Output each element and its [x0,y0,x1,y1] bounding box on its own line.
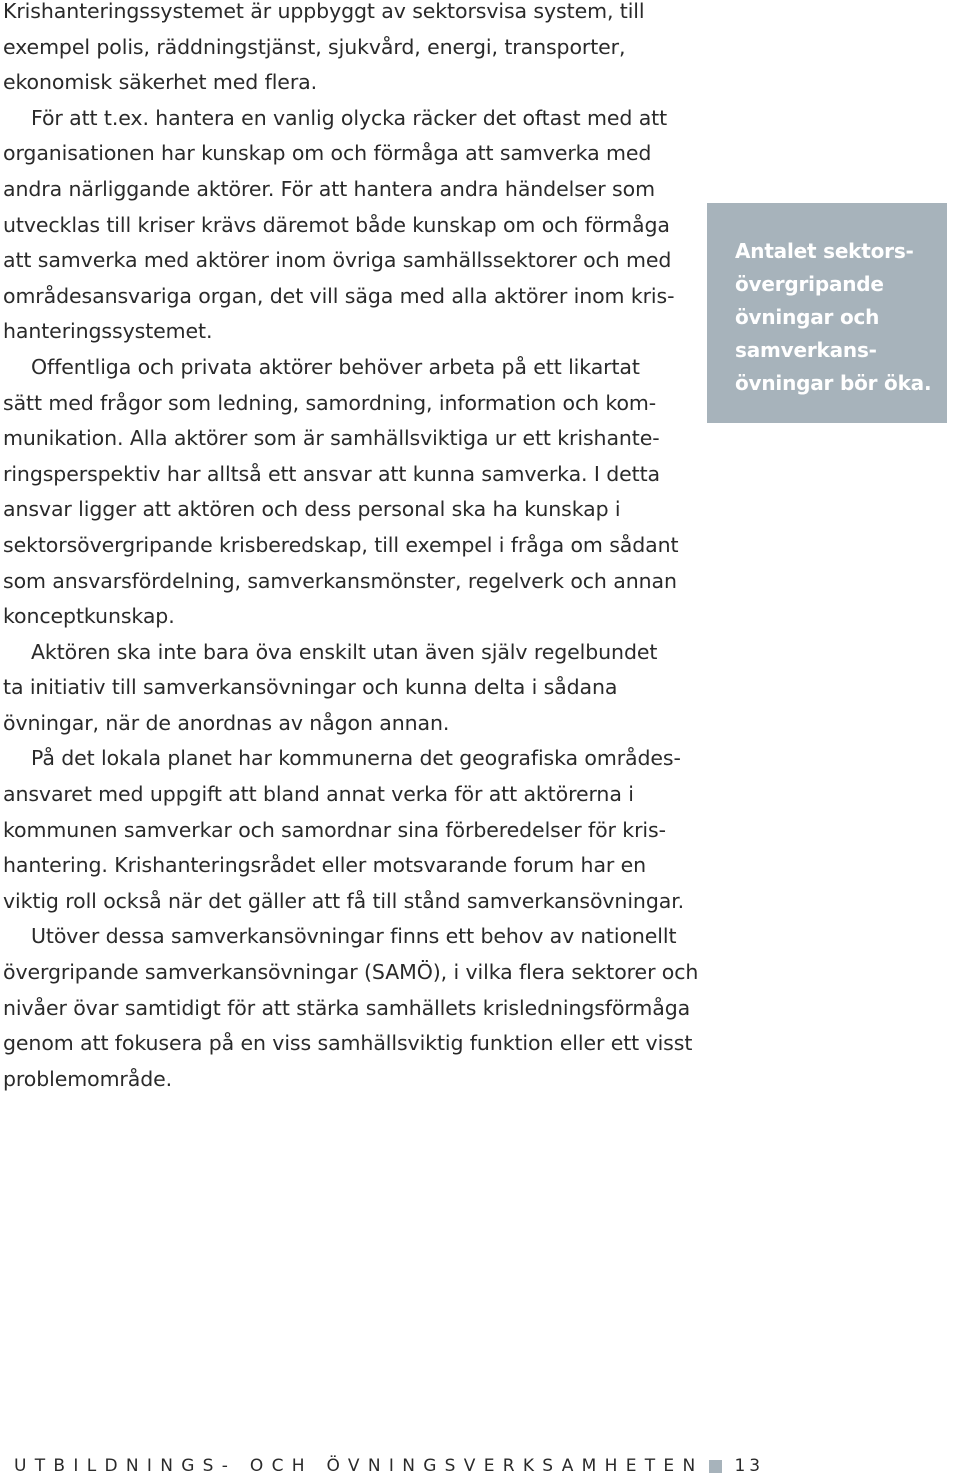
footer-section-title: UTBILDNINGS- OCH ÖVNINGSVERKSAMHETEN [14,1456,704,1476]
body-line: Offentliga och privata aktörer behöver arbeta på ett likartat [31,354,640,379]
square-bullet-icon [709,1460,722,1473]
pull-quote-line: Antalet sektors- [735,239,914,263]
body-line: organisationen har kunskap om och förmåga att samverka med [3,141,652,166]
body-line: konceptkunskap. [3,604,175,629]
page-footer [14,1453,764,1479]
body-line: Aktören ska inte bara öva enskilt utan även själv regelbundet [31,639,658,664]
body-line: hanteringssystemet. [3,319,213,344]
body-line: För att t.ex. hantera en vanlig olycka räcker det oftast med att [31,105,668,130]
body-line: övningar, när de anordnas av någon annan. [3,710,450,735]
body-line: Krishanteringssystemet är uppbyggt av sektorsvisa system, till [3,0,645,23]
body-line: sektorsövergripande krisberedskap, till exempel i fråga om sådant [3,532,679,557]
pull-quote-line: övergripande [735,272,884,296]
body-line: ekonomisk säkerhet med flera. [3,70,318,95]
body-line: andra närliggande aktörer. För att hantera andra händelser som [3,176,655,201]
body-line: problemområde. [3,1066,173,1091]
body-line: att samverka med aktörer inom övriga samhällssektorer och med [3,248,672,273]
body-line: exempel polis, räddningstjänst, sjukvård, energi, transporter, [3,34,626,59]
body-line: munikation. Alla aktörer som är samhällsviktiga ur ett krishante- [3,426,660,451]
body-line: utvecklas till kriser krävs däremot både kunskap om och förmåga [3,212,670,237]
pull-quote-line: samverkans- [735,338,877,362]
body-line: områdesansvariga organ, det vill säga med alla aktörer inom kris- [3,283,675,308]
body-line: sätt med frågor som ledning, samordning, information och kom- [3,390,657,415]
pull-quote-box [707,203,947,423]
body-line: hantering. Krishanteringsrådet eller motsvarande forum har en [3,853,647,878]
body-text [3,0,703,1097]
body-line: genom att fokusera på en viss samhällsviktig funktion eller ett visst [3,1031,693,1056]
body-line: ringsperspektiv har alltså ett ansvar att kunna samverka. I detta [3,461,661,486]
body-line: nivåer övar samtidigt för att stärka samhällets krisledningsförmåga [3,995,691,1020]
body-line: ansvar ligger att aktören och dess personal ska ha kunskap i [3,497,621,522]
body-line: Utöver dessa samverkansövningar finns ett behov av nationellt [31,924,677,949]
body-line: kommunen samverkar och samordnar sina förberedelser för kris- [3,817,666,842]
body-line: ta initiativ till samverkansövningar och kunna delta i sådana [3,675,618,700]
body-line: viktig roll också när det gäller att få till stånd samverkansövningar. [3,888,685,913]
pull-quote-line: övningar och [735,305,880,329]
pull-quote-line: övningar bör öka. [735,371,932,395]
body-line: På det lokala planet har kommunerna det geografiska områdes- [31,746,681,771]
page-number: 13 [734,1456,765,1476]
body-line: som ansvarsfördelning, samverkansmönster, regelverk och annan [3,568,677,593]
body-line: ansvaret med uppgift att bland annat verka för att aktörerna i [3,782,634,807]
body-line: övergripande samverkansövningar (SAMÖ), i vilka flera sektorer och [3,960,699,985]
